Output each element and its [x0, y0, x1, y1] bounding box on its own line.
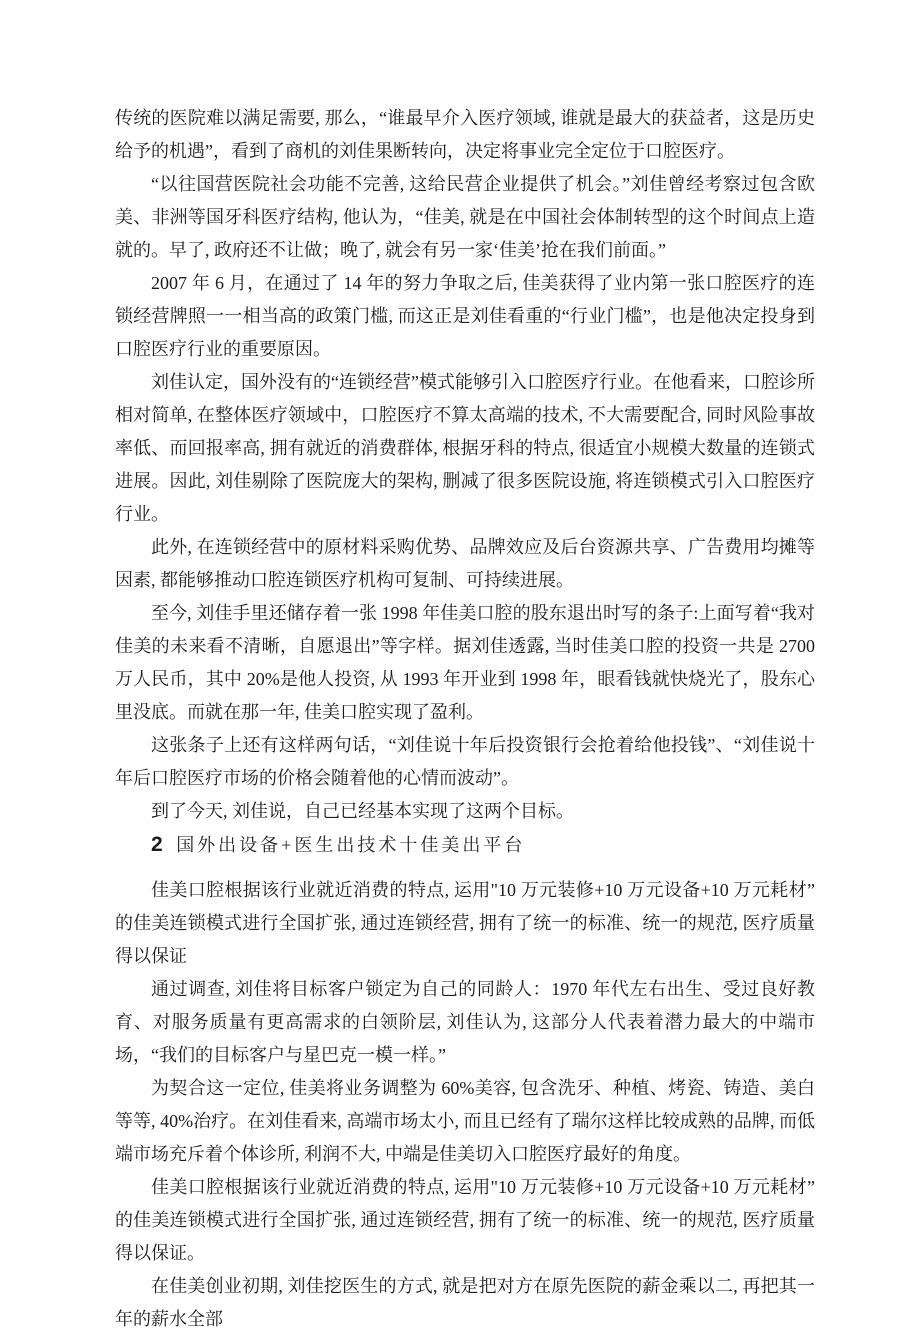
- paragraph: 此外, 在连锁经营中的原材料采购优势、品牌效应及后台资源共享、广告费用均摊等因素, 都能够推动口腔连锁医疗机构可复制、可持续进展。: [115, 537, 815, 590]
- paragraph: “以往国营医院社会功能不完善, 这给民营企业提供了机会。”刘佳曾经考察过包含欧美、非洲等国牙科医疗结构, 他认为，“佳美, 就是在中国社会体制转型的这个时间点上造就的。早了, 政府还不让做；晚了, 就会有另一家‘佳美’抢在我们前面。”: [115, 174, 815, 260]
- paragraph: 2007 年 6 月，在通过了 14 年的努力争取之后, 佳美获得了业内第一张口腔医疗的连锁经营牌照一一相当高的政策门槛, 而这正是刘佳看重的“行业门槛”，也是他决定投身到口腔医疗行业的重要原因。: [115, 273, 815, 359]
- paragraph: 佳美口腔根据该行业就近消费的特点, 运用"10 万元装修+10 万元设备+10 万元耗材”的佳美连锁模式进行全国扩张, 通过连锁经营, 拥有了统一的标准、统一的规范, 医疗质量得以保证。: [115, 1177, 815, 1263]
- paragraph: 为契合这一定位, 佳美将业务调整为 60%美容, 包含洗牙、种植、烤瓷、铸造、美白等等, 40%治疗。在刘佳看来, 高端市场太小, 而且已经有了瑞尔这样比较成熟的品牌, 而低端市场充斥着个体诊所, 利润不大, 中端是佳美切入口腔医疗最好的角度。: [115, 1078, 815, 1164]
- section-number: 2: [151, 833, 163, 856]
- paragraph: 在佳美创业初期, 刘佳挖医生的方式, 就是把对方在原先医院的薪金乘以二, 再把其一年的薪水全部: [115, 1276, 815, 1329]
- paragraph: 至今, 刘佳手里还储存着一张 1998 年佳美口腔的股东退出时写的条子:上面写着“我对佳美的未来看不清晰，自愿退出”等字样。据刘佳透露, 当时佳美口腔的投资一共是 2700 万人民币，其中 20%是他人投资, 从 1993 年开业到 1998 年，眼看钱就快烧光了，股东心里没底。而就在那一年, 佳美口腔实现了盈利。: [115, 603, 815, 722]
- paragraph: 到了今天, 刘佳说，自己已经基本实现了这两个目标。: [151, 801, 574, 821]
- paragraph: 传统的医院难以满足需要, 那么，“谁最早介入医疗领域, 谁就是最大的获益者，这是历史给予的机遇”，看到了商机的刘佳果断转向，决定将事业完全定位于口腔医疗。: [115, 108, 815, 161]
- paragraph: 刘佳认定，国外没有的“连锁经营”模式能够引入口腔医疗行业。在他看来，口腔诊所相对简单, 在整体医疗领域中，口腔医疗不算太高端的技术, 不大需要配合, 同时风险事故率低、而回报率高, 拥有就近的消费群体, 根据牙科的特点, 很适宜小规模大数量的连锁式进展。因此, 刘佳剔除了医院庞大的架构, 删减了很多医院设施, 将连锁模式引入口腔医疗行业。: [115, 372, 815, 524]
- paragraph: 通过调查, 刘佳将目标客户锁定为自己的同龄人：1970 年代左右出生、受过良好教育、对服务质量有更高需求的白领阶层, 刘佳认为, 这部分人代表着潜力最大的中端市场，“我们的目标客户与星巴克一模一样。”: [115, 979, 815, 1065]
- section-heading: [115, 828, 815, 862]
- section-title: 国外出设备+医生出技术十佳美出平台: [176, 835, 526, 855]
- paragraph: 这张条子上还有这样两句话，“刘佳说十年后投资银行会抢着给他投钱”、“刘佳说十年后口腔医疗市场的价格会随着他的心情而波动”。: [115, 735, 815, 788]
- paragraph: 佳美口腔根据该行业就近消费的特点, 运用"10 万元装修+10 万元设备+10 万元耗材”的佳美连锁模式进行全国扩张, 通过连锁经营, 拥有了统一的标准、统一的规范, 医疗质量得以保证: [115, 880, 815, 966]
